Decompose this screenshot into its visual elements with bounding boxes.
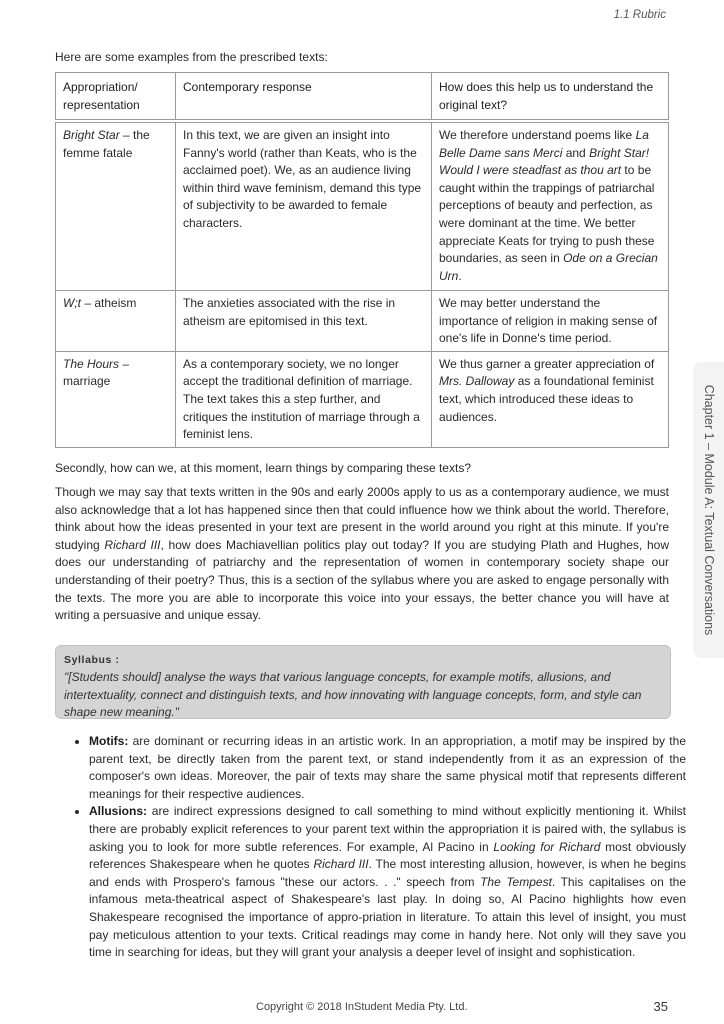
table-cell: We thus garner a greater appreciation of Mrs. Dalloway as a foundational feminist text, which introduced these ideas to audiences. [432,351,669,447]
page-number: 35 [653,999,668,1014]
copyright-footer: Copyright © 2018 InStudent Media Pty. Ltd. [256,1001,468,1013]
table-header-row [56,73,669,120]
syllabus-quote: "[Students should] analyse the ways that various language concepts, for example motifs, allusions, and intertextuality, connect and distinguish texts, and how innovating with language concepts, form, and style can shape new meaning." [64,670,642,720]
table-cell: The anxieties associated with the rise in atheism are epitomised in this text. [176,291,432,352]
table-cell: We therefore understand poems like La Belle Dame sans Merci and Bright Star! Would I were steadfast as thou art to be caught within the trappings of patriarchal perceptions of beauty and perfection, as were dominant at the time. We better appreciate Keats for trying to push these boundaries, as seen in Ode on a Grecian Urn. [432,123,669,291]
intro-text: Here are some examples from the prescribed texts: [55,50,328,64]
table-cell: The Hours – marriage [56,351,176,447]
table-row [56,123,669,291]
table-cell: In this text, we are given an insight into Fanny's world (rather than Keats, who is the acclaimed poet). We, as an audience living within third wave feminism, demand this type of subjectivity to be awarded to female characters. [176,123,432,291]
column-header: Appropriation/ representation [56,73,176,120]
syllabus-title: Syllabus : [64,654,120,666]
table-row [56,351,669,447]
chapter-label: Chapter 1 – Module A: Textual Conversations [702,384,716,636]
syllabus-callout [55,645,671,719]
table-cell: We may better understand the importance of religion in making sense of one's life in Donne's time period. [432,291,669,352]
question-paragraph: Secondly, how can we, at this moment, learn things by comparing these texts? [55,461,471,475]
list-item: • Allusions: are indirect expressions designed to call something to mind without explicitly mentioning it. Whilst there are probably explicit references to your parent text within the appropriation it is paired with, the syllabus is asking you to look for more subtle references. For example, Al Pacino in Looking for Richard most obviously references Shakespeare when he quotes Richard III. The most interesting allusion, however, is when he begins and ends with Prospero's famous "these our actors. . ." speech from The Tempest. This capitalises on the infamous meta-theatrical aspect of Shakespeare's last play. In doing so, Al Pacino highlights how even Shakespeare recognised the importance of appro-priation in literature. To attain this level of insight, you must pay meticulous attention to your texts. Critical readings may come in handy here. Not only will they save you time in searching for ideas, but they will grant your analysis a deeper level of insight and sophistication. [89,803,686,961]
running-header: 1.1 Rubric [613,9,666,21]
column-header: Contemporary response [176,73,432,120]
body-paragraph: Though we may say that texts written in the 90s and early 2000s apply to us as a contemporary audience, we must also acknowledge that a lot has happened since then that could influence how we think about the world. Therefore, think about how the ideas presented in your text are present in the world around you right at this minute. If you're studying Richard III, how does Machiavellian politics play out today? If you are studying Plath and Hughes, how does our understanding of patriarchy and the representation of women in contemporary society shape our understanding of their poetry? Thus, this is a section of the syllabus where you are asked to engage personally with the texts. The more you are able to incorporate this voice into your essays, the better chance you will have at writing a persuasive and unique essay. [55,485,669,623]
column-header: How does this help us to understand the original text? [432,73,669,120]
table-cell: Bright Star – the femme fatale [56,123,176,291]
list-item: • Motifs: are dominant or recurring ideas in an artistic work. In an appropriation, a motif may be inspired by the parent text, be directly taken from the parent text, or stand independently from it as an expression of the composer's own ideas. Moreover, the pair of texts may share the same physical motif that represents different meanings for their respective audiences. [89,733,686,803]
concept-list [72,733,686,962]
table-cell: As a contemporary society, we no longer accept the traditional definition of marriage. The text takes this a step further, and critiques the institution of marriage through a feminist lens. [176,351,432,447]
examples-table [55,72,669,448]
table-row [56,291,669,352]
table-cell: W;t – atheism [56,291,176,352]
